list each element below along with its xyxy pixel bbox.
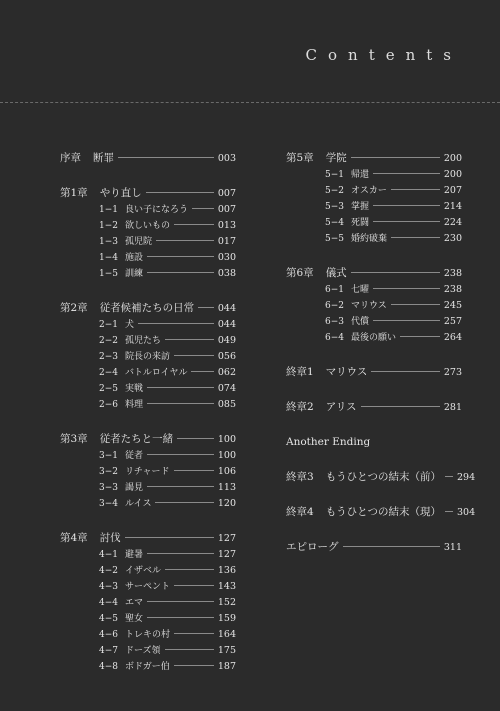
section-number: 3−3 (99, 483, 118, 493)
toc-section-row[interactable] (286, 282, 462, 298)
leader-line (165, 339, 214, 340)
leader-line (351, 157, 440, 158)
leader-line (371, 371, 439, 372)
toc-section-row[interactable] (286, 183, 462, 199)
section-number: 5−3 (325, 202, 344, 212)
section-number: 4−5 (99, 614, 118, 624)
leader-line (156, 240, 214, 241)
section-number: 4−2 (99, 566, 118, 576)
section-number: 2−2 (99, 336, 118, 346)
leader-line (351, 272, 440, 273)
leader-line (147, 272, 214, 273)
page-number: 175 (217, 645, 236, 656)
page-number: 085 (217, 399, 236, 410)
page-number: 207 (443, 185, 462, 196)
section-gap (286, 451, 462, 469)
section-gap (60, 413, 236, 431)
page-number: 273 (443, 367, 462, 378)
toc-section-row[interactable] (60, 643, 236, 659)
page-number: 017 (217, 236, 236, 247)
chapter-number: 終章4 (286, 506, 314, 518)
section-title: 良い子になろう (125, 205, 189, 215)
toc-section-row[interactable] (60, 627, 236, 643)
chapter-title: 断罪 (93, 152, 114, 164)
leader-line (445, 511, 453, 512)
contents-title: Contents (305, 46, 462, 64)
leader-line (391, 304, 440, 305)
leader-line (445, 476, 453, 477)
toc-section-row[interactable] (60, 381, 236, 397)
chapter-title: やり直し (99, 187, 142, 199)
chapter-number: 第2章 (60, 302, 88, 314)
section-title: 掌握 (351, 202, 370, 212)
toc-section-row[interactable] (60, 579, 236, 595)
section-title: 死闘 (351, 218, 370, 228)
section-number: 3−1 (99, 451, 118, 461)
leader-line (125, 537, 214, 538)
section-number: 6−4 (325, 333, 344, 343)
toc-section-row[interactable] (60, 317, 236, 333)
leader-line (174, 633, 214, 634)
leader-line (373, 320, 440, 321)
section-number: 4−8 (99, 662, 118, 672)
page-number: 074 (217, 383, 236, 394)
page-number: 062 (217, 367, 236, 378)
section-number: 4−7 (99, 646, 118, 656)
section-gap (286, 346, 462, 364)
page-number: 038 (217, 268, 236, 279)
toc-chapter-row[interactable] (60, 530, 236, 547)
toc-heading: Another Ending (286, 436, 371, 448)
toc-chapter-row[interactable] (286, 504, 476, 521)
toc-chapter-row[interactable] (286, 469, 476, 486)
chapter-title: 学院 (325, 152, 347, 164)
page-number: 294 (456, 472, 476, 483)
section-title: 七曜 (351, 285, 370, 295)
section-title: バトルロイヤル (125, 368, 188, 378)
page-number: 100 (217, 434, 236, 445)
chapter-title: 儀式 (325, 267, 347, 279)
section-title: ルイス (125, 499, 152, 509)
page-number: 127 (217, 549, 236, 560)
page-number: 003 (217, 153, 236, 164)
page-number: 187 (217, 661, 236, 672)
toc-chapter-row[interactable] (286, 364, 462, 381)
page-number: 238 (443, 268, 462, 279)
toc-chapter-row[interactable] (60, 150, 236, 167)
leader-line (361, 406, 440, 407)
toc-left-column (60, 150, 236, 675)
page-number: 230 (443, 233, 462, 244)
section-title: 謁見 (125, 483, 144, 493)
section-title: マリウス (351, 301, 387, 311)
toc-section-row[interactable] (60, 496, 236, 512)
leader-line (138, 323, 214, 324)
page-number: 164 (217, 629, 236, 640)
toc-section-row[interactable] (286, 199, 462, 215)
chapter-number: 第1章 (60, 187, 88, 199)
toc-section-row[interactable] (60, 333, 236, 349)
page-number: 013 (217, 220, 236, 231)
chapter-number: 序章 (60, 152, 81, 164)
leader-line (147, 256, 214, 257)
page-number: 127 (217, 533, 236, 544)
section-title: 施設 (125, 253, 144, 263)
section-title: エマ (125, 598, 144, 608)
chapter-number: 終章1 (286, 366, 314, 378)
section-title: 聖女 (125, 614, 144, 624)
divider-rule (0, 102, 500, 103)
toc-section-row[interactable] (60, 464, 236, 480)
page-number: 007 (217, 204, 236, 215)
toc-section-row[interactable] (60, 480, 236, 496)
section-title: 避暑 (125, 550, 144, 560)
leader-line (391, 237, 440, 238)
page-number: 311 (443, 542, 462, 553)
chapter-title: 従者候補たちの日常 (99, 302, 195, 314)
leader-line (174, 355, 214, 356)
leader-line (373, 221, 440, 222)
section-title: サーペント (125, 582, 171, 592)
toc-section-row[interactable] (286, 231, 462, 247)
toc-section-row[interactable] (60, 547, 236, 563)
page-number: 136 (217, 565, 236, 576)
page-number: 264 (443, 332, 462, 343)
toc-chapter-row[interactable] (286, 265, 462, 282)
section-number: 6−2 (325, 301, 344, 311)
section-gap (60, 167, 236, 185)
leader-line (198, 307, 214, 308)
page-number: 224 (443, 217, 462, 228)
leader-line (191, 371, 213, 372)
leader-line (174, 665, 214, 666)
section-title: 婚約破棄 (351, 234, 388, 244)
section-title: 孤児たち (125, 336, 162, 346)
leader-line (165, 569, 214, 570)
chapter-number: 第4章 (60, 532, 88, 544)
toc-section-row[interactable] (286, 167, 462, 183)
chapter-title: 討伐 (99, 532, 121, 544)
page-number: 120 (217, 498, 236, 509)
section-number: 1−5 (99, 269, 118, 279)
section-title: 孤児院 (125, 237, 153, 247)
page-number: 143 (217, 581, 236, 592)
section-title: 実戦 (125, 384, 144, 394)
page-number: 159 (217, 613, 236, 624)
section-title: トレキの村 (125, 630, 171, 640)
page-number: 044 (217, 319, 236, 330)
section-number: 6−3 (325, 317, 344, 327)
toc-section-row[interactable] (286, 215, 462, 231)
leader-line (343, 546, 440, 547)
section-title: 院長の来訪 (125, 352, 171, 362)
section-title: 最後の願い (351, 333, 397, 343)
leader-line (177, 438, 214, 439)
leader-line (192, 208, 214, 209)
leader-line (147, 454, 214, 455)
section-number: 5−5 (325, 234, 344, 244)
toc-section-row[interactable] (60, 397, 236, 413)
leader-line (147, 403, 214, 404)
section-gap (286, 247, 462, 265)
section-number: 4−6 (99, 630, 118, 640)
section-title: 帰還 (351, 170, 370, 180)
section-number: 2−5 (99, 384, 118, 394)
chapter-number: 終章3 (286, 471, 314, 483)
page-number: 245 (443, 300, 462, 311)
section-number: 5−4 (325, 218, 344, 228)
section-number: 6−1 (325, 285, 344, 295)
toc-section-row[interactable] (60, 365, 236, 381)
section-title: ボドガー伯 (125, 662, 170, 672)
page-number: 007 (217, 188, 236, 199)
toc-section-row[interactable] (286, 314, 462, 330)
page-number: 200 (443, 169, 462, 180)
page-number: 106 (217, 466, 236, 477)
section-title: 代償 (351, 317, 370, 327)
section-number: 4−3 (99, 582, 118, 592)
leader-line (146, 192, 214, 193)
section-title: 料理 (125, 400, 144, 410)
page-number: 238 (443, 284, 462, 295)
leader-line (147, 387, 214, 388)
section-number: 4−4 (99, 598, 118, 608)
section-title: リチャード (125, 467, 170, 477)
page-number: 281 (443, 402, 462, 413)
toc-chapter-row[interactable] (286, 150, 462, 167)
toc-chapter-row[interactable] (60, 300, 236, 317)
toc-section-row[interactable] (286, 330, 462, 346)
section-number: 2−4 (99, 368, 118, 378)
leader-line (147, 553, 214, 554)
leader-line (391, 189, 440, 190)
toc-section-row[interactable] (60, 349, 236, 365)
leader-line (373, 173, 440, 174)
section-title: 欲しいもの (125, 221, 171, 231)
section-title: 従者 (125, 451, 144, 461)
toc-chapter-row[interactable] (286, 539, 462, 556)
leader-line (174, 224, 214, 225)
chapter-title: マリウス (325, 366, 368, 378)
page-number: 200 (443, 153, 462, 164)
page-number: 257 (443, 316, 462, 327)
section-number: 1−1 (99, 205, 118, 215)
section-number: 2−6 (99, 400, 118, 410)
toc-section-row[interactable] (60, 202, 236, 218)
section-gap (286, 381, 462, 399)
section-title: ドーズ領 (125, 646, 161, 656)
leader-line (174, 585, 214, 586)
toc-section-row[interactable] (60, 250, 236, 266)
section-number: 5−2 (325, 186, 344, 196)
section-number: 1−4 (99, 253, 118, 263)
toc-section-row[interactable] (60, 218, 236, 234)
section-number: 1−3 (99, 237, 118, 247)
section-title: 犬 (125, 320, 135, 330)
page-number: 044 (217, 303, 236, 314)
chapter-number: 第3章 (60, 433, 88, 445)
section-number: 2−1 (99, 320, 118, 330)
page-number: 113 (217, 482, 236, 493)
toc-section-row[interactable] (60, 611, 236, 627)
section-number: 4−1 (99, 550, 118, 560)
toc-chapter-row[interactable] (60, 431, 236, 448)
section-number: 3−2 (99, 467, 118, 477)
leader-line (147, 601, 214, 602)
chapter-title: もうひとつの結末（前） (325, 471, 441, 483)
section-title: イザベル (125, 566, 162, 576)
toc-section-row[interactable] (60, 595, 236, 611)
leader-line (400, 336, 440, 337)
page-number: 214 (443, 201, 462, 212)
section-gap (286, 416, 462, 434)
chapter-number: 終章2 (286, 401, 314, 413)
leader-line (147, 617, 214, 618)
section-number: 1−2 (99, 221, 118, 231)
section-gap (286, 486, 462, 504)
leader-line (165, 649, 214, 650)
section-gap (60, 512, 236, 530)
section-title: オスカー (351, 186, 387, 196)
toc-section-row[interactable] (60, 563, 236, 579)
toc-right-column (286, 150, 476, 556)
leader-line (147, 486, 214, 487)
leader-line (174, 470, 214, 471)
chapter-number: 第5章 (286, 152, 314, 164)
page-number: 056 (217, 351, 236, 362)
page-number: 100 (217, 450, 236, 461)
leader-line (118, 157, 214, 158)
section-gap (286, 521, 462, 539)
leader-line (373, 288, 440, 289)
page-number: 304 (456, 507, 476, 518)
toc-section-row[interactable] (60, 234, 236, 250)
toc-section-row[interactable] (286, 298, 462, 314)
section-number: 3−4 (99, 499, 118, 509)
section-number: 5−1 (325, 170, 344, 180)
chapter-number: 第6章 (286, 267, 314, 279)
toc-section-row[interactable] (60, 448, 236, 464)
toc-section-row[interactable] (60, 659, 236, 675)
section-number: 2−3 (99, 352, 118, 362)
section-gap (60, 282, 236, 300)
chapter-title: エピローグ (286, 541, 339, 553)
toc-chapter-row[interactable] (286, 399, 462, 416)
toc-chapter-row[interactable] (60, 185, 236, 202)
chapter-title: 従者たちと一緒 (99, 433, 174, 445)
section-title: 訓練 (125, 269, 144, 279)
chapter-title: アリス (325, 401, 357, 413)
chapter-title: もうひとつの結末（現） (325, 506, 441, 518)
page-number: 152 (217, 597, 236, 608)
page-number: 049 (217, 335, 236, 346)
leader-line (155, 502, 213, 503)
toc-section-row[interactable] (60, 266, 236, 282)
page-number: 030 (217, 252, 236, 263)
leader-line (373, 205, 440, 206)
